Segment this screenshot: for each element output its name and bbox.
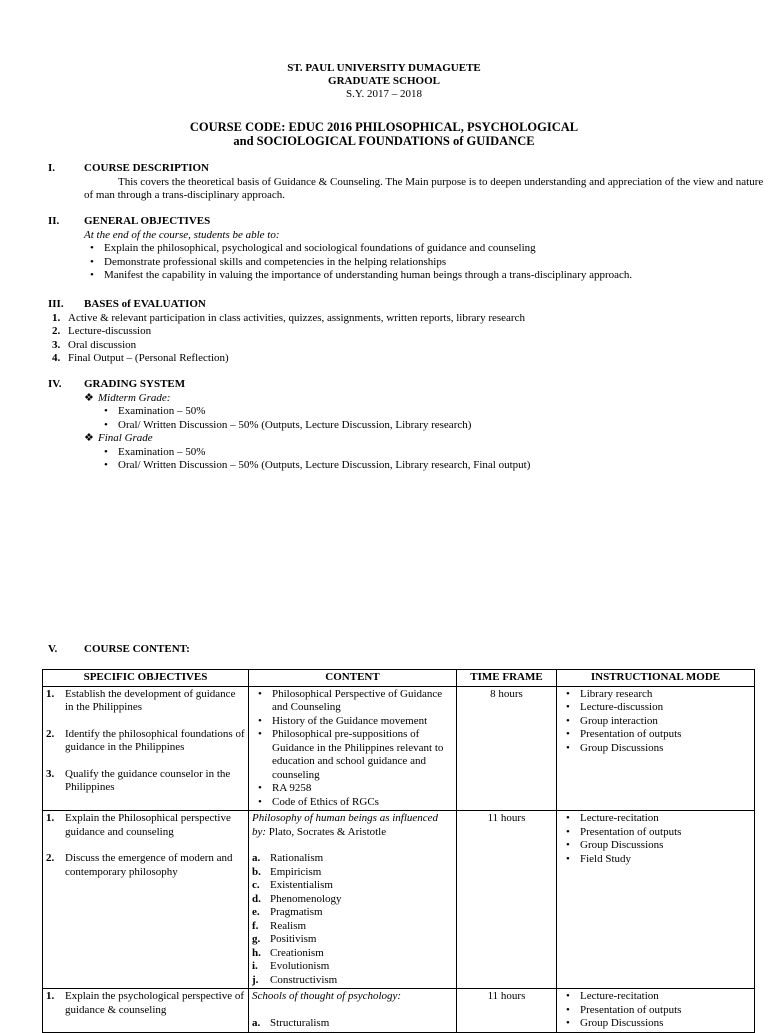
- diamond-bullet-icon: ❖: [84, 391, 94, 404]
- list-item: • Library research: [560, 688, 751, 702]
- list-item: b. Empiricism: [252, 865, 322, 878]
- list-item: • Presentation of outputs: [560, 826, 751, 840]
- course-content-table: [42, 669, 755, 1033]
- list-item: • Presentation of outputs: [560, 1004, 751, 1018]
- objectives-cell: [43, 811, 249, 989]
- list-item: 1. Active & relevant participation in class activities, quizzes, assignments, written reports, library research: [52, 311, 525, 324]
- section-general-objectives: [48, 215, 728, 283]
- table-row: [43, 686, 755, 811]
- list-item: e. Pragmatism: [252, 906, 323, 918]
- list-item: j. Constructivism: [252, 973, 338, 986]
- table-header-row: [43, 670, 755, 687]
- list-item: • Demonstrate professional skills and competencies in the helping relationships: [84, 256, 728, 270]
- school-name: GRADUATE SCHOOL: [328, 75, 440, 87]
- section-number: II.: [48, 215, 60, 227]
- final-grade-heading: ❖ Final Grade: [84, 432, 153, 444]
- section-grading-system: [48, 378, 728, 473]
- section-course-description: [48, 162, 764, 203]
- list-item: • Group Discussions: [560, 742, 751, 756]
- table-row: [43, 989, 755, 1033]
- objective-item: 2. Discuss the emergence of modern and contemporary philosophy: [46, 852, 233, 878]
- section-title: BASES of EVALUATION: [84, 298, 206, 310]
- objective-item: 2. Identify the philosophical foundations of guidance in the Philippines: [46, 727, 245, 753]
- list-item: • Lecture-recitation: [560, 990, 751, 1004]
- course-title-line2: and SOCIOLOGICAL FOUNDATIONS of GUIDANCE: [233, 134, 535, 148]
- midterm-grade-heading: ❖ Midterm Grade:: [84, 391, 171, 404]
- section-course-content: [48, 643, 728, 657]
- list-item: h. Creationism: [252, 946, 324, 959]
- list-item: f. Realism: [252, 919, 307, 932]
- content-cell: [249, 811, 457, 989]
- section-bases-of-evaluation: [48, 298, 728, 366]
- table-row: [43, 811, 755, 989]
- objectives-cell: [43, 989, 249, 1033]
- list-item: • Manifest the capability in valuing the importance of understanding human beings through a trans-disciplinary approach.: [84, 269, 728, 283]
- section-number: V.: [48, 643, 58, 655]
- list-item: • Field Study: [560, 853, 751, 867]
- objective-item: 1. Establish the development of guidance in the Philippines: [46, 687, 236, 713]
- column-header: SPECIFIC OBJECTIVES: [43, 670, 249, 687]
- university-name: ST. PAUL UNIVERSITY DUMAGUETE: [287, 62, 481, 74]
- time-frame-cell: 8 hours: [457, 686, 557, 811]
- list-item: a. Rationalism: [252, 852, 324, 864]
- section-title: COURSE DESCRIPTION: [84, 162, 209, 174]
- objective-item: 3. Qualify the guidance counselor in the Philippines: [46, 767, 231, 793]
- column-header: TIME FRAME: [457, 670, 557, 687]
- list-item: • Group interaction: [560, 715, 751, 729]
- list-item: • Lecture-discussion: [560, 701, 751, 715]
- school-year: S.Y. 2017 – 2018: [346, 88, 422, 100]
- list-item: • Group Discussions: [560, 1017, 751, 1031]
- list-item: • Examination – 50%: [98, 405, 728, 419]
- list-item: 3. Oral discussion: [52, 338, 137, 351]
- section-number: III.: [48, 298, 64, 310]
- list-item: • Explain the philosophical, psychological and sociological foundations of guidance and counseling: [84, 242, 728, 256]
- diamond-bullet-icon: ❖: [84, 432, 94, 444]
- section-number: I.: [48, 162, 56, 174]
- list-item: g. Positivism: [252, 933, 317, 945]
- list-item: c. Existentialism: [252, 879, 333, 891]
- list-item: d. Phenomenology: [252, 892, 342, 905]
- column-header: CONTENT: [249, 670, 457, 687]
- list-item: • Presentation of outputs: [560, 728, 751, 742]
- objective-item: 1. Explain the psychological perspective of guidance & counseling: [46, 990, 244, 1016]
- list-item: 4. Final Output – (Personal Reflection): [52, 352, 229, 364]
- course-title-line1: COURSE CODE: EDUC 2016 PHILOSOPHICAL, PSYCHOLOGICAL: [189, 120, 579, 134]
- list-item: • Oral/ Written Discussion – 50% (Outputs, Lecture Discussion, Library research): [98, 419, 728, 433]
- list-item: • Lecture-recitation: [560, 812, 751, 826]
- content-cell: [249, 686, 457, 811]
- objectives-intro: At the end of the course, students be able to:: [84, 228, 280, 241]
- list-item: • History of the Guidance movement: [252, 715, 453, 729]
- list-item: 2. Lecture-discussion: [52, 325, 152, 337]
- list-item: • Oral/ Written Discussion – 50% (Outputs, Lecture Discussion, Library research, Final output): [98, 459, 728, 473]
- list-item: • Group Discussions: [560, 839, 751, 853]
- list-item: • Examination – 50%: [98, 446, 728, 460]
- content-cell: [249, 989, 457, 1033]
- list-item: • RA 9258: [252, 782, 453, 796]
- section-title: GRADING SYSTEM: [84, 378, 186, 390]
- list-item: • Code of Ethics of RGCs: [252, 796, 453, 810]
- section-title: COURSE CONTENT:: [84, 643, 190, 655]
- time-frame-cell: 11 hours: [457, 811, 557, 989]
- section-number: IV.: [48, 378, 62, 390]
- section-title: GENERAL OBJECTIVES: [84, 215, 211, 227]
- course-description-text: This covers the theoretical basis of Guidance & Counseling. The Main purpose is to deepen understanding and appreciation of the view and nature of man through a trans-disciplinary approach.: [84, 175, 764, 201]
- time-frame-cell: 11 hours: [457, 989, 557, 1033]
- list-item: a. Structuralism: [252, 1016, 330, 1029]
- objectives-cell: [43, 686, 249, 811]
- objective-item: 1. Explain the Philosophical perspective guidance and counseling: [46, 812, 231, 838]
- column-header: INSTRUCTIONAL MODE: [557, 670, 755, 687]
- list-item: i. Evolutionism: [252, 960, 330, 972]
- instructional-mode-cell: [557, 811, 755, 989]
- instructional-mode-cell: [557, 989, 755, 1033]
- content-intro: Schools of thought of psychology:: [252, 990, 402, 1002]
- content-intro: Philosophy of human beings as influenced by: Plato, Socrates & Aristotle: [252, 812, 439, 838]
- list-item: • Philosophical Perspective of Guidance and Counseling: [252, 688, 453, 715]
- instructional-mode-cell: [557, 686, 755, 811]
- list-item: • Philosophical pre-suppositions of Guidance in the Philippines relevant to education and school guidance and counseling: [252, 728, 453, 782]
